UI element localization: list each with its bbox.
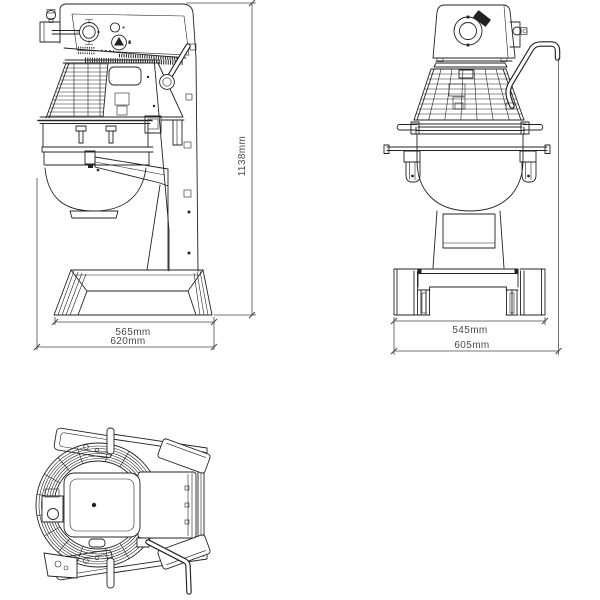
front-foot-left bbox=[394, 269, 430, 315]
dimension-annotations bbox=[34, 0, 562, 355]
top-column bbox=[138, 472, 196, 538]
front-foot-right bbox=[506, 269, 545, 315]
top-foot-front-right bbox=[157, 438, 211, 474]
side-view-drawing bbox=[38, 4, 212, 315]
top-bowl-handle-rear bbox=[107, 558, 114, 588]
dimension-label-620: 620mm bbox=[110, 336, 146, 347]
dimension-label-1138: 1138mm bbox=[237, 135, 248, 177]
control-panel bbox=[76, 20, 131, 54]
front-mixer-head bbox=[433, 5, 527, 62]
attachment-hub bbox=[40, 10, 79, 43]
front-pedestal bbox=[433, 211, 504, 268]
dimension-label-545: 545mm bbox=[452, 325, 488, 336]
dimension-label-605: 605mm bbox=[454, 340, 490, 351]
speed-knob bbox=[112, 35, 131, 50]
side-bowl bbox=[38, 116, 184, 218]
top-attachment-hub bbox=[42, 489, 63, 522]
dimension-side-overall-depth bbox=[34, 178, 217, 350]
front-badge-plate bbox=[473, 10, 491, 27]
dimension-label-565: 565mm bbox=[115, 327, 151, 338]
front-view-drawing bbox=[384, 5, 558, 315]
top-mixer-head bbox=[42, 473, 140, 537]
front-bowl bbox=[384, 122, 550, 211]
front-base bbox=[394, 269, 545, 315]
side-mixer-head bbox=[40, 4, 196, 63]
side-bowl-lift-lever bbox=[160, 46, 188, 89]
top-view-drawing bbox=[36, 428, 211, 592]
side-base bbox=[54, 270, 212, 315]
top-bowl-handle-front bbox=[107, 428, 114, 454]
start-button bbox=[110, 23, 124, 32]
timer-knob bbox=[76, 20, 100, 45]
